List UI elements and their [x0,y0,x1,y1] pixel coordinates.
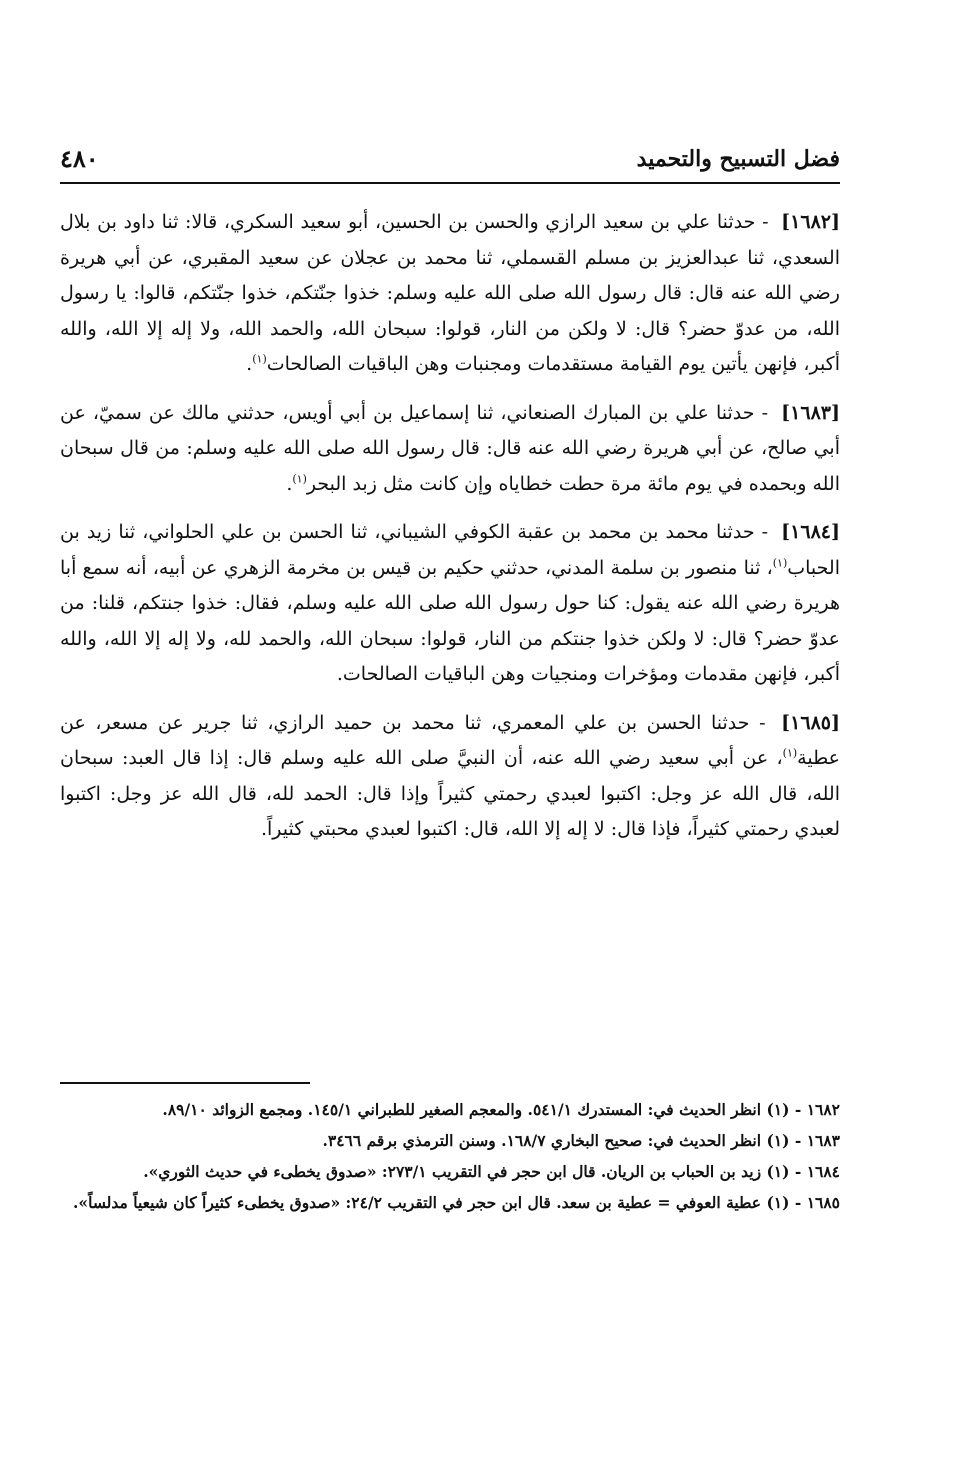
hadith-text: - حدثنا محمد بن محمد بن عقبة الكوفي الشيباني، ثنا الحسن بن علي الحلواني، ثنا زيد بن الحباب [60,521,840,579]
hadith-end: . [286,472,293,495]
hadith-number: [١٦٨٣] [781,401,840,424]
hadith-end: . [246,353,253,375]
main-text [60,205,840,861]
book-page [60,60,840,1440]
footnote-1683: ١٦٨٣ - (١) انظر الحديث في: صحيح البخاري ١٦٨/٧. وسنن الترمذي برقم ٣٤٦٦. [322,1131,840,1150]
hadith-1684 [60,515,840,693]
footnote-ref: (١) [772,556,788,570]
hadith-number: [١٦٨٤] [781,521,840,543]
hadith-text: - حدثنا علي بن سعيد الرازي والحسن بن الحسين، أبو سعيد السكري، قالا: ثنا داود بن بلال السعدي، ثنا عبدالعزيز بن مسلم القسملي، ثنا محمد بن عجلان عن سعيد المقبري، عن أبي هريرة رضي الله عنه قال: قال رسول الله صلى الله عليه وسلم: خذوا جنّتكم، خذوا جنّتكم، قالوا: يا رسول الله، من عدوّ حضر؟ قال: لا ولكن من النار، قولوا: سبحان الله، والحمد الله، ولا إله إلا الله، والله أكبر، فإنهن يأتين يوم القيامة مستقدمات ومجنبات وهن الباقيات الصالحات [60,211,840,375]
hadith-text: - حدثنا الحسن بن علي المعمري، ثنا محمد بن حميد الرازي، ثنا جرير عن مسعر، عن عطية [60,711,840,769]
chapter-title: فضل التسبيح والتحميد [636,146,840,172]
hadith-text-continued: ، ثنا منصور بن سلمة المدني، حدثني حكيم بن قيس بن مخرمة الزهري عن أبيه، أنه سمع أبا هريرة رضي الله عنه يقول: كنا حول رسول الله صلى الله عليه وسلم، فقال: خذوا جنتكم، قلنا: من عدوّ حضر؟ قال: لا ولكن خذوا جنتكم من النار، قولوا: سبحان الله، والحمد لله، ولا إله إلا الله، والله أكبر، فإنهن مقدمات ومؤخرات ومنجيات وهن الباقيات الصالحات. [60,556,840,685]
hadith-1685 [60,706,840,848]
hadith-text-continued: ، عن أبي سعيد رضي الله عنه، أن النبيَّ صلى الله عليه وسلم قال: إذا قال العبد: سبحان الله، قال الله عز وجل: اكتبوا لعبدي رحمتي كثيراً وإذا قال: الحمد لله، قال الله عز وجل: اكتبوا لعبدي رحمتي كثيراً، فإذا قال: لا إله إلا الله، قال: اكتبوا لعبدي محبتي كثيراً. [60,747,840,840]
footnote-ref: (١) [252,352,267,366]
footnote-separator [60,1082,310,1084]
hadith-number: [١٦٨٢] [781,211,840,233]
hadith-1682 [60,205,840,383]
hadith-1683 [60,396,840,503]
header-rule [60,182,840,184]
footnote-1685: ١٦٨٥ - (١) عطية العوفي = عطية بن سعد. قال ابن حجر في التقريب ٢٤/٢: «صدوق يخطىء كثيراً كان شيعياً مدلساً». [73,1193,840,1212]
running-header [60,142,840,182]
footnote-ref: (١) [292,472,307,486]
footnotes [60,1096,840,1220]
footnote-ref: (١) [782,746,798,760]
page-number: ٤٨٠ [60,144,99,173]
footnote-1682: ١٦٨٢ - (١) انظر الحديث في: المستدرك ٥٤١/١. والمعجم الصغير للطبراني ١٤٥/١. ومجمع الزوائد ٨٩/١٠. [162,1100,840,1119]
footnote-1684: ١٦٨٤ - (١) زيد بن الحباب بن الريان. قال ابن حجر في التقريب ٢٧٣/١: «صدوق يخطىء في حديث الثوري». [143,1162,840,1181]
hadith-number: [١٦٨٥] [781,711,840,734]
hadith-text: - حدثنا علي بن المبارك الصنعاني، ثنا إسماعيل بن أبي أويس، حدثني مالك عن سميّ، عن أبي صالح، عن أبي هريرة رضي الله عنه قال: قال رسول الله صلى الله عليه وسلم: من قال سبحان الله وبحمده في يوم مائة مرة حطت خطاياه وإن كانت مثل زبد البحر [60,401,840,495]
